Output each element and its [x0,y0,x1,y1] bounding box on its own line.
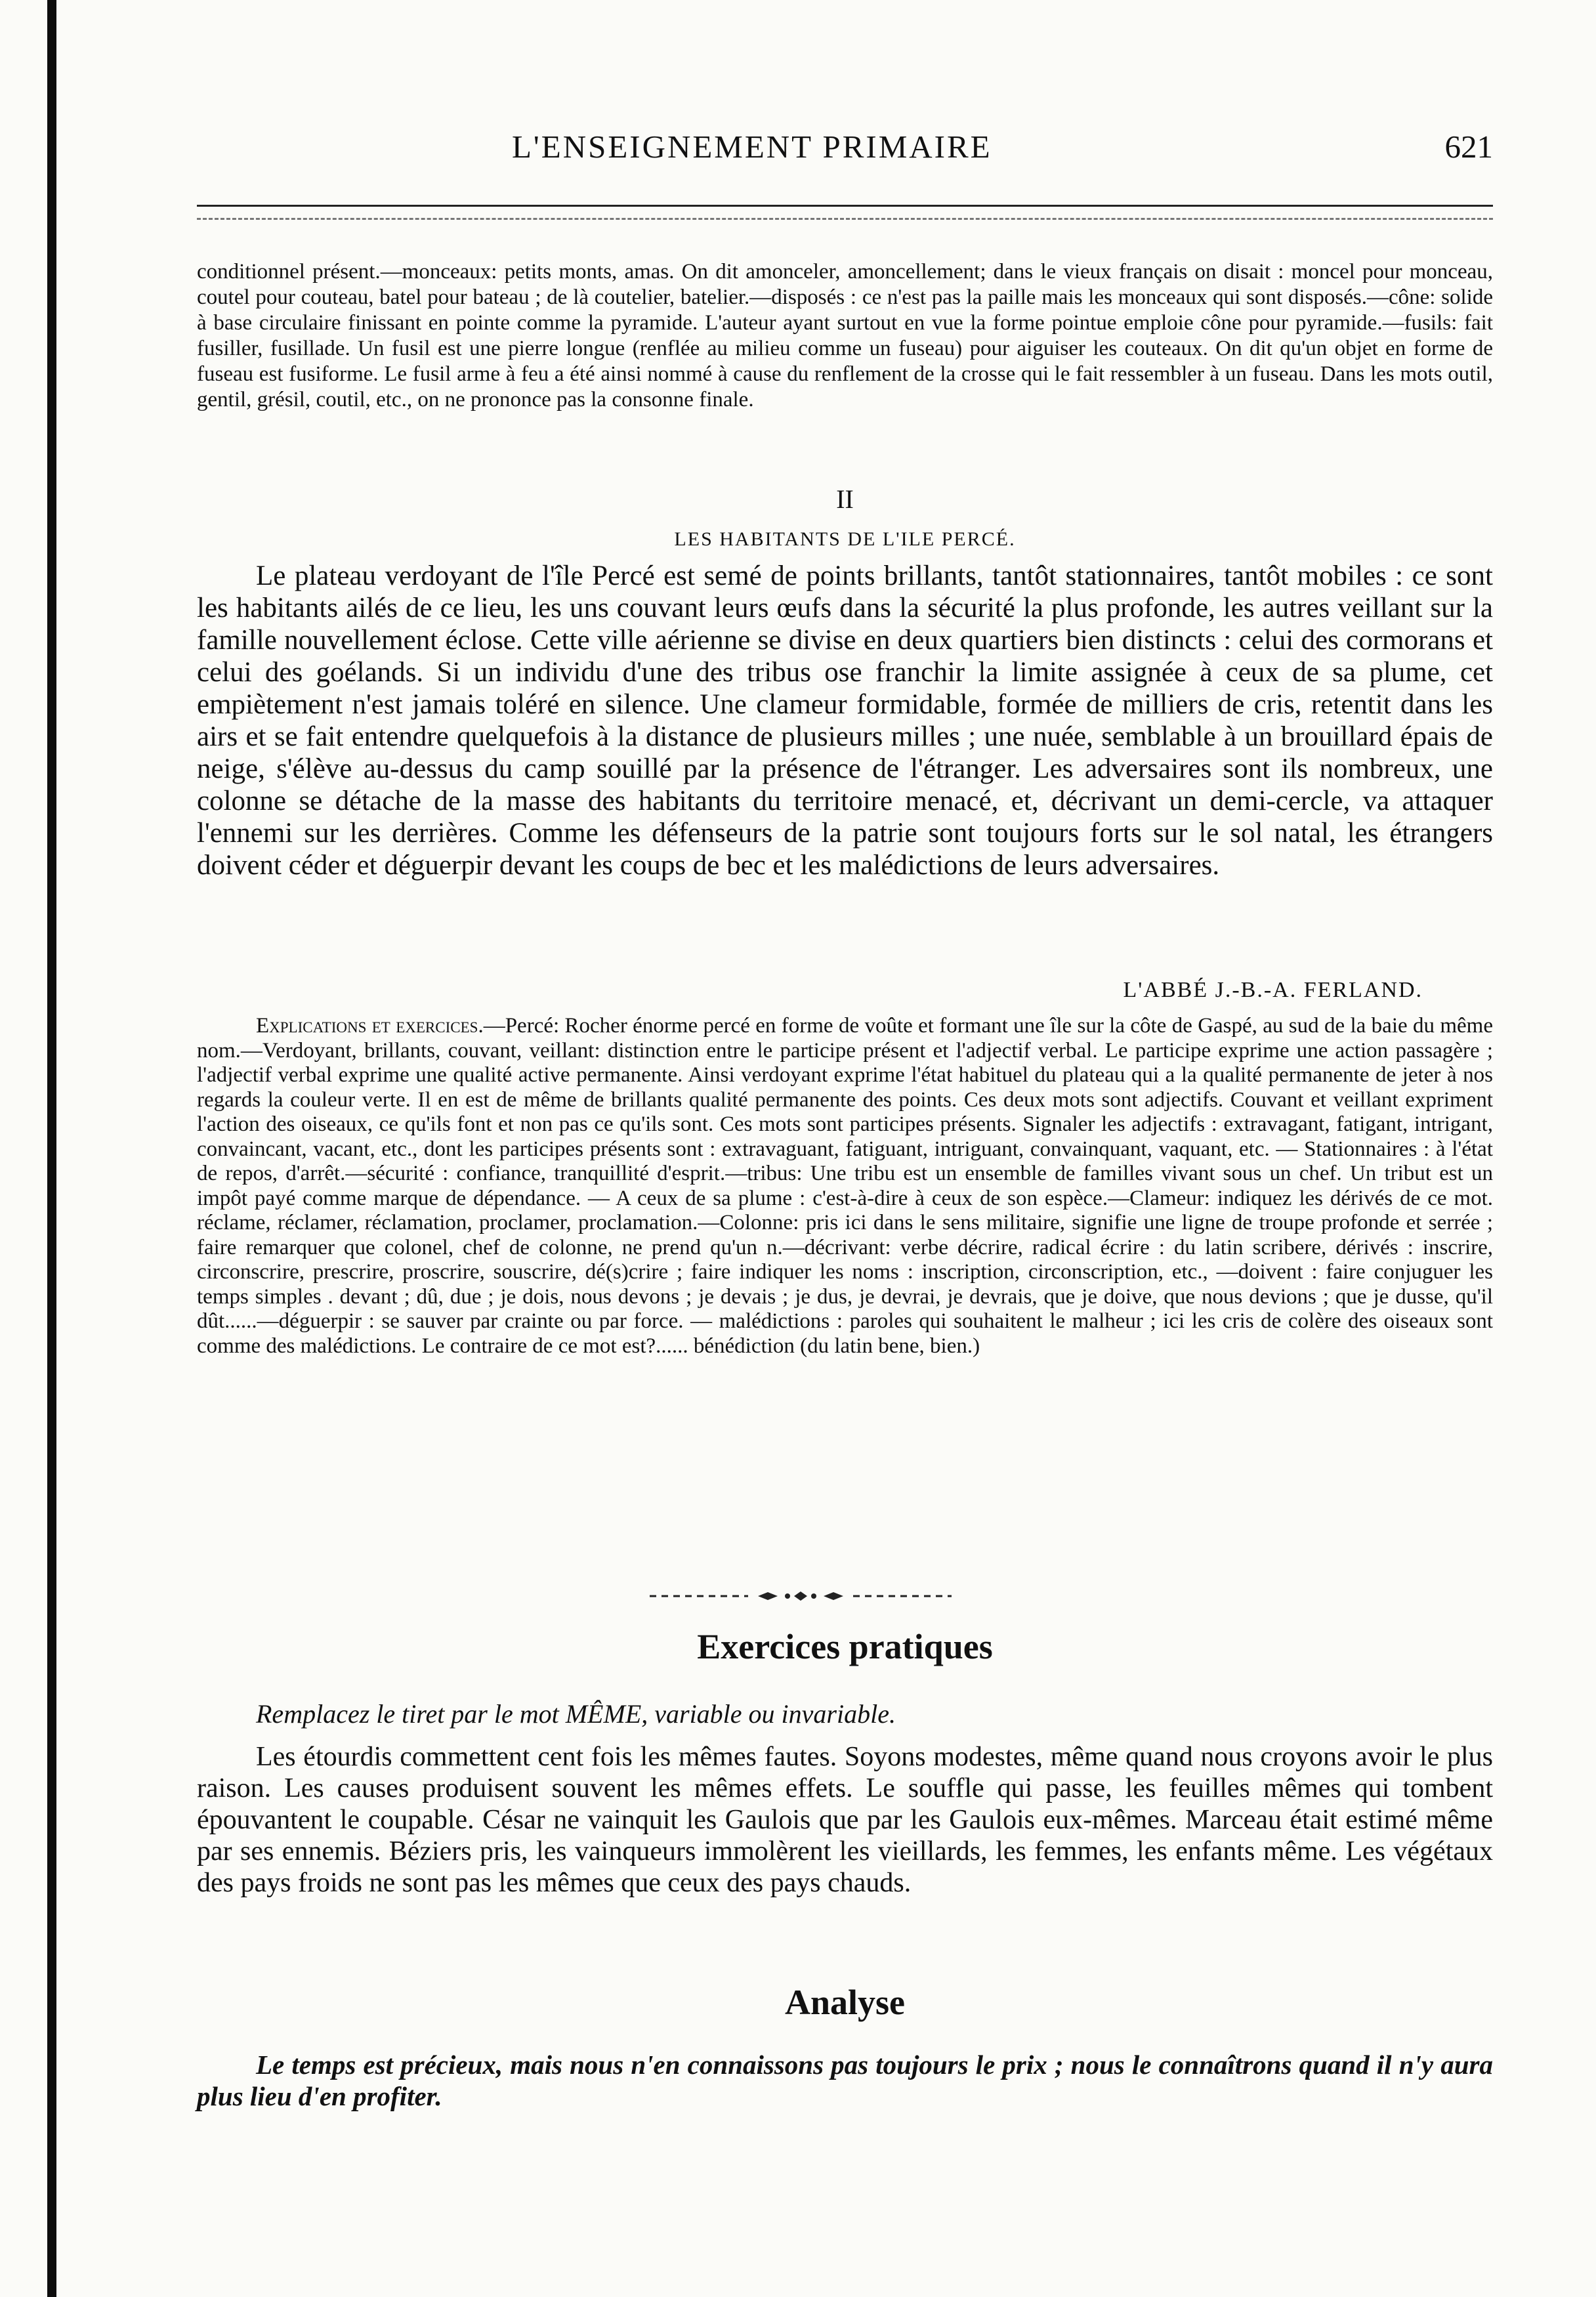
section-title: LES HABITANTS DE L'ILE PERCÉ. [674,528,1016,550]
explications-block [197,1014,1493,1359]
passage-author: L'ABBÉ J.-B.-A. FERLAND. [1123,978,1423,1002]
running-title: L'ENSEIGNEMENT PRIMAIRE [512,129,992,165]
passage-paragraph: Le plateau verdoyant de l'île Percé est semé de points brillants, tantôt stationnaires, tantôt mobiles : ce sont les habitants ailés de ce lieu, les uns couvant leurs œufs dans la sécurité la plus profonde, les autres veillant sur la famille nouvellement éclose. Cette ville aérienne se divise en deux quartiers bien distincts : celui des cormorans et celui des goélands. Si un individu d'une des tribus ose franchir la limite assignée à ceux de sa plume, cet empiètement n'est jamais toléré en silence. Une clameur formidable, formée de milliers de cris, retentit dans les airs et se fait entendre quelquefois à la distance de plusieurs milles ; une nuée, semblable à un brouillard épais de neige, s'élève au-dessus du camp souillé par la présence de l'étranger. Les adversaires sont ils nombreux, une colonne se détache de la masse des habitants du territoire menacé, et, décrivant un demi-cercle, va attaquer l'ennemi sur les derrières. Comme les défenseurs de la patrie sont toujours forts sur le sol natal, les étrangers doivent céder et déguerpir devant les coups de bec et les malédictions de leurs adversaires. [197,560,1493,881]
exercices-title: Exercices pratiques [697,1627,993,1666]
explications-paragraph [197,1014,1493,1359]
analyse-title: Analyse [784,1983,905,2022]
explications-text: —Percé: Rocher énorme percé en forme de voûte et formant une île sur la côte de Gaspé, au sud de la baie du même nom.—Verdoyant, brillants, couvant, veillant: distinction entre le participe présent et l'adjectif verbal. Le participe exprime une action passagère ; l'adjectif verbal exprime une qualité active permanente. Ainsi verdoyant exprime l'état habituel du plateau qui a la qualité permanente de jeter à nos regards la couleur verte. Il en est de même de brillants qualité permanente des points. Ces deux mots sont adjectifs. Couvant et veillant expriment l'action des oiseaux, ce qu'ils font et non pas ce qu'ils sont. Ces mots sont participes présents. Signaler les adjectifs : extravagant, fatigant, intrigant, convaincant, vacant, etc., dont les participes présents sont : extravaguant, fatiguant, intriguant, convainquant, vaquant, etc. — Stationnaires : à l'état de repos, d'arrêt.—sécurité : confiance, tranquillité d'esprit.—tribus: Une tribu est un ensemble de familles vivant sous un chef. Un tribut est un impôt payé comme marque de dépendance. — A ceux de sa plume : c'est-à-dire à ceux de son espèce.—Clameur: indiquez les dérivés de ce mot. réclame, réclamer, réclamation, proclamer, proclamation.—Colonne: pris ici dans le sens militaire, signifie une ligne de troupe profonde et serrée ; faire remarquer que colonel, chef de colonne, ne prend qu'un n.—décrivant: verbe décrire, radical écrire : du latin scribere, dérivés : inscrire, circonscrire, prescrire, proscrire, souscrire, dé(s)crire ; faire indiquer les noms : inscription, circonscription, etc., —doivent : faire conjuguer les temps simples . devant ; dû, due ; je dois, nous devons ; je devais ; je dus, je devrai, je devrais, que je doive, que nous devions ; que je dusse, qu'il dût......—déguerpir : se sauver par crainte ou par force. — malédictions : paroles qui souhaitent le malheur ; ici les cris de colère des oiseaux sont comme des malédictions. Le contraire de ce mot est?...... bénédiction (du latin bene, bien.) [197,1014,1493,1358]
page-number: 621 [1444,129,1493,165]
page-header [197,128,1493,174]
header-rule [197,205,1493,207]
footnote-block [197,259,1493,413]
reading-passage [197,560,1493,881]
exercices-block [197,1741,1493,1899]
exercices-instruction: Remplacez le tiret par le mot MÊME, variable ou invariable. [256,1699,896,1729]
section-ornament [650,1590,952,1603]
section-number: II [836,484,854,514]
explications-heading: Explications et exercices. [256,1014,484,1038]
analyse-block [197,2049,1493,2112]
vocabulary-notes: conditionnel présent.—monceaux: petits monts, amas. On dit amonceler, amoncellement; dans le vieux français on disait : moncel pour monceau, coutel pour couteau, batel pour bateau ; de là coutelier, batelier.—disposés : ce n'est pas la paille mais les monceaux qui sont disposés.—cône: solide à base circulaire finissant en pointe comme la pyramide. L'auteur ayant surtout en vue la forme pointue emploie cône pour pyramide.—fusils: fait fusiller, fusillade. Un fusil est une pierre longue (renflée au milieu comme un fuseau) pour aiguiser les couteaux. On dit qu'un objet en forme de fuseau est fusiforme. Le fusil arme à feu a été ainsi nommé à cause du renflement de la crosse qui le fait ressembler à un fuseau. Dans les mots outil, gentil, grésil, coutil, etc., on ne prononce pas la consonne finale. [197,260,1493,411]
analyse-text: Le temps est précieux, mais nous n'en connaissons pas toujours le prix ; nous le connaîtrons quand il n'y aura plus lieu d'en profiter. [197,2050,1493,2111]
exercices-text: Les étourdis commettent cent fois les mêmes fautes. Soyons modestes, même quand nous croyons avoir le plus raison. Les causes produisent souvent les mêmes effets. Le souffle qui passe, les feuilles mêmes qui tombent épouvantent le coupable. César ne vainquit les Gaulois que par les Gaulois eux-mêmes. Marceau était estimé même par ses ennemis. Béziers pris, les vainqueurs immolèrent les vieillards, les femmes, les enfants même. Les végétaux des pays froids ne sont pas les mêmes que ceux des pays chauds. [197,1742,1493,1898]
header-rule-dashed [197,218,1493,220]
page-binding-edge [47,0,56,2297]
